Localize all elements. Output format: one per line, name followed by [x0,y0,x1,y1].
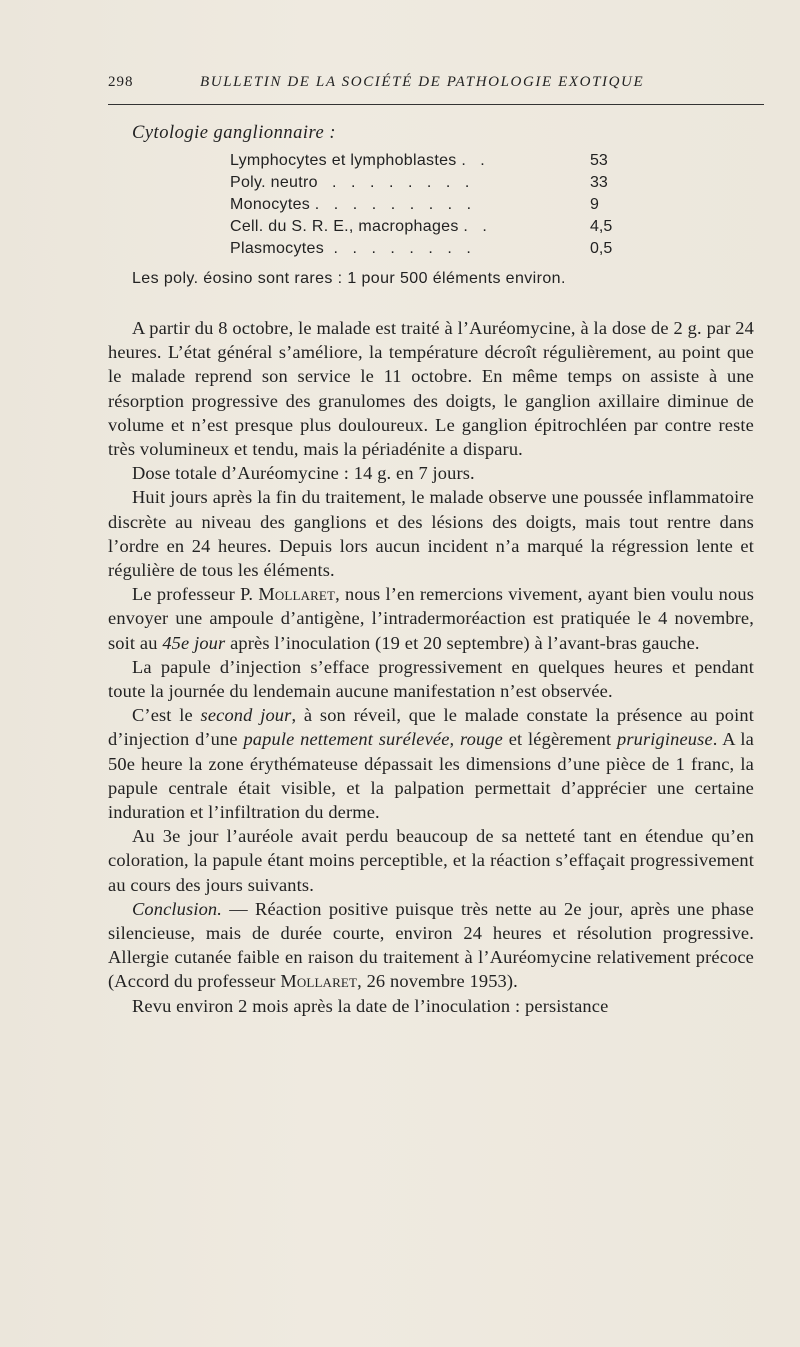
cytology-value: 53 [590,152,608,169]
cytology-row [230,174,630,196]
cytology-label: Monocytes . . . . . . . . . [230,196,472,213]
paragraph: Revu environ 2 mois après la date de l’inoculation : persistance [132,995,609,1016]
text-run: , nous l’en remercions vivement, ayant bien voulu nous envoyer une ampoule d’antigène, l’intradermoréaction est pratiquée le 4 novembre, soit au [108,584,755,653]
text-run: . A la 50e heure la zone érythémateuse dépassait les dimensions d’une pièce de 1 franc, la papule centrale était visible, et la palpation permettait d’apprécier une certaine induration et l’infiltration du derme. [108,729,754,823]
page-number: 298 [108,74,134,90]
paragraph: La papule d’injection s’efface progressivement en quelques heures et pendant toute la journée du lendemain aucune manifestation n’est observée. [108,656,754,702]
author-name: Mollaret [258,584,336,605]
body-text [108,316,754,1018]
text-run: Le professeur P. [132,584,259,605]
cytology-label: Cell. du S. R. E., macrophages . . [230,218,488,235]
cytology-value: 33 [590,174,608,191]
cytology-row [230,152,630,174]
eosinophil-note: Les poly. éosino sont rares : 1 pour 500 éléments environ. [132,270,566,287]
cytology-label: Poly. neutro . . . . . . . . [230,174,470,191]
text-run: , à son réveil, que le malade constate la présence au point d’injection d’une [108,705,754,750]
header-rule [108,104,764,105]
text-run: , 26 novembre 1953). [357,971,518,992]
italic-text: second jour [200,705,292,726]
cytology-value: 9 [590,196,599,213]
cytology-title: Cytologie ganglionnaire : [132,123,336,143]
running-title: BULLETIN DE LA SOCIÉTÉ DE PATHOLOGIE EXOTIQUE [200,74,645,90]
author-name: Mollaret [280,971,358,992]
text-run: — Réaction positive puisque très nette au 2e jour, après une phase silencieuse, mais de durée courte, environ 24 heures et résolution progressive. Allergie cutanée faible en raison du traitement à l’Auréomycine relativement précoce (Accord du professeur [108,898,754,992]
cytology-row [230,218,630,240]
paragraph: Dose totale d’Auréomycine : 14 g. en 7 jours. [132,463,475,484]
italic-text: Conclusion. [132,898,223,919]
cytology-row [230,240,630,262]
paragraph: Au 3e jour l’auréole avait perdu beaucoup de sa netteté tant en étendue qu’en coloration, la papule étant moins perceptible, et la réaction s’effaçait progressivement au cours des jours suivants. [108,826,754,895]
text-run: après l’inoculation (19 et 20 septembre) à l’avant-bras gauche. [225,632,700,653]
italic-text: prurigineuse [616,729,713,750]
text-run: et légèrement [502,729,617,750]
cytology-value: 4,5 [590,218,613,235]
paragraph [108,897,754,994]
paragraph [108,703,754,824]
cytology-row [230,196,630,218]
cytology-value: 0,5 [590,240,613,257]
text-run: C’est le [132,705,201,726]
paragraph: Huit jours après la fin du traitement, le malade observe une poussée inflammatoire discrète au niveau des ganglions et des lésions des doigts, mais tout rentre dans l’ordre en 24 heures. Depuis lors aucun incident n’a marqué la régression lente et régulière de tous les éléments. [108,487,754,581]
cytology-label: Plasmocytes . . . . . . . . [230,240,472,257]
paragraph [108,582,754,655]
italic-text: 45e jour [162,632,226,653]
cytology-label: Lymphocytes et lymphoblastes . . [230,152,486,169]
paragraph: A partir du 8 octobre, le malade est traité à l’Auréomycine, à la dose de 2 g. par 24 heures. L’état général s’améliore, la température décroît régulièrement, au point que le malade reprend son service le 11 octobre. En même temps on assiste à une résorption progressive des granulomes des doigts, le ganglion axillaire diminue de volume et n’est presque plus douloureux. Le ganglion épitrochléen par contre reste très volumineux et tendu, mais la périadénite a disparu. [108,318,754,460]
italic-text: papule nettement surélevée, rouge [243,729,503,750]
cytology-table [230,152,630,262]
